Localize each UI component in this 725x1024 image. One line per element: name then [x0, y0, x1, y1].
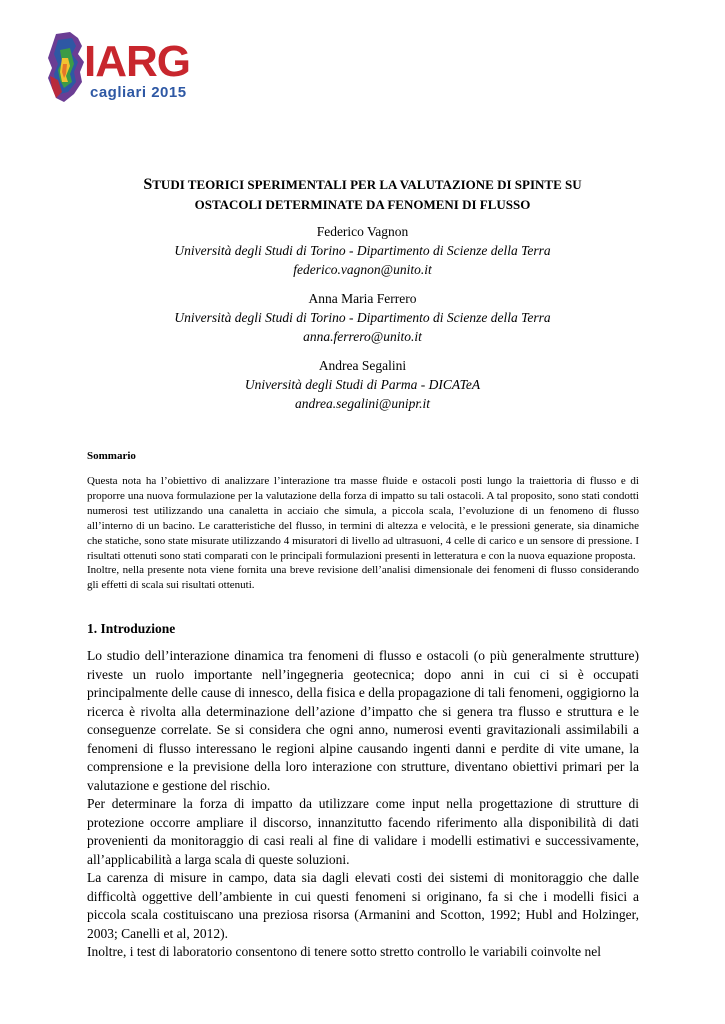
title-initial: S: [143, 176, 153, 193]
author-affiliation: Università degli Studi di Torino - Dipartimento di Scienze della Terra: [174, 243, 551, 258]
paper-title-line-2: OSTACOLI DETERMINATE DA FENOMENI DI FLUSSO: [194, 197, 531, 212]
sardinia-map-icon: [44, 32, 88, 104]
abstract-paragraph: Questa nota ha l’obiettivo di analizzare l’interazione tra masse fluide e ostacoli posti lungo la traiettoria di flusso e di proporre una nuova formulazione per la valutazione della forza di impatto su tali ostacoli. A tal proposito, sono stati condotti numerosi test utilizzando una canaletta in acciaio che simula, a piccola scala, l’evoluzione di un fenomeno di flusso all’interno di un bacino. Le caratteristiche del flusso, in termini di altezza e velocità, e le pressioni generate, sia dinamiche che statiche, sono state misurate utilizzando 4 misuratori di livello ad ultrasuoni, 4 celle di carico e un sensore di pressione. I risultati ottenuti sono stati comparati con le principali formulazioni presenti in letteratura e con la nuova equazione proposta.: [87, 475, 639, 562]
author-list: [60, 222, 665, 423]
author-email: federico.vagnon@unito.it: [293, 262, 432, 277]
author-email: anna.ferrero@unito.it: [303, 329, 422, 344]
body-paragraph: Per determinare la forza di impatto da utilizzare come input nella progettazione di strutture di protezione occorre ampliare il discorso, innanzitutto facendo riferimento alla disponibilità di dati provenienti da monitoraggio di casi reali al fine di validare i modelli estimativi e successivamente, all’applicabilità a larga scala di queste soluzioni.: [87, 796, 639, 867]
author-block: [60, 222, 665, 279]
introduction-section: [87, 620, 639, 962]
author-block: [60, 289, 665, 346]
abstract: [87, 449, 639, 593]
author-name: Federico Vagnon: [316, 224, 409, 239]
title-line-1-text: TUDI TEORICI SPERIMENTALI PER LA VALUTAZIONE DI SPINTE SU: [152, 177, 582, 192]
conference-logo: [44, 32, 194, 104]
body-paragraph: La carenza di misure in campo, data sia dagli elevati costi dei sistemi di monitoraggio che dalle difficoltà oggettive dell’ambiente in cui questi fenomeni si originano, fa si che i modelli fisici a piccola scala costituiscano una preziosa risorsa (Armanini and Scotton, 1992; Hubl and Holzinger, 2003; Canelli et al, 2012).: [87, 870, 639, 941]
section-heading: 1. Introduzione: [87, 621, 176, 636]
logo-brand: IARG: [84, 37, 190, 86]
logo-tagline: cagliari 2015: [90, 84, 187, 101]
author-name: Andrea Segalini: [318, 358, 407, 373]
abstract-paragraph: Inoltre, nella presente nota viene fornita una breve revisione dell’analisi dimensionale dei fenomeni di flusso considerando gli effetti di scala sui risultati ottenuti.: [87, 564, 639, 592]
author-affiliation: Università degli Studi di Torino - Dipartimento di Scienze della Terra: [174, 310, 551, 325]
author-name: Anna Maria Ferrero: [308, 291, 417, 306]
author-affiliation: Università degli Studi di Parma - DICATeA: [244, 377, 481, 392]
abstract-heading: Sommario: [87, 450, 136, 462]
body-paragraph: Inoltre, i test di laboratorio consentono di tenere sotto stretto controllo le variabili coinvolte nel: [87, 944, 601, 959]
body-paragraph: Lo studio dell’interazione dinamica tra fenomeni di flusso e ostacoli (o più generalmente strutture) riveste un ruolo importante nell’ingegneria geotecnica; dopo anni in cui ci si è occupati principalmente delle cause di innesco, della fisica e della propagazione di tali fenomeni, oggigiorno la ricerca è rivolta alla determinazione dell’azione d’impatto che si genera tra flusso e struttura e le conseguenze correlate. Se si considera che ogni anno, numerosi eventi gravitazionali assimilabili a fenomeni di flusso interessano le regioni alpine causando ingenti danni e perdite di vite umane, la comprensione e la previsione della loro interazione con strutture, diventano obiettivi primari per la valutazione e gestione del rischio.: [87, 648, 639, 793]
author-email: andrea.segalini@unipr.it: [295, 396, 430, 411]
paper-title-line-1: [60, 176, 665, 193]
author-block: [60, 356, 665, 413]
